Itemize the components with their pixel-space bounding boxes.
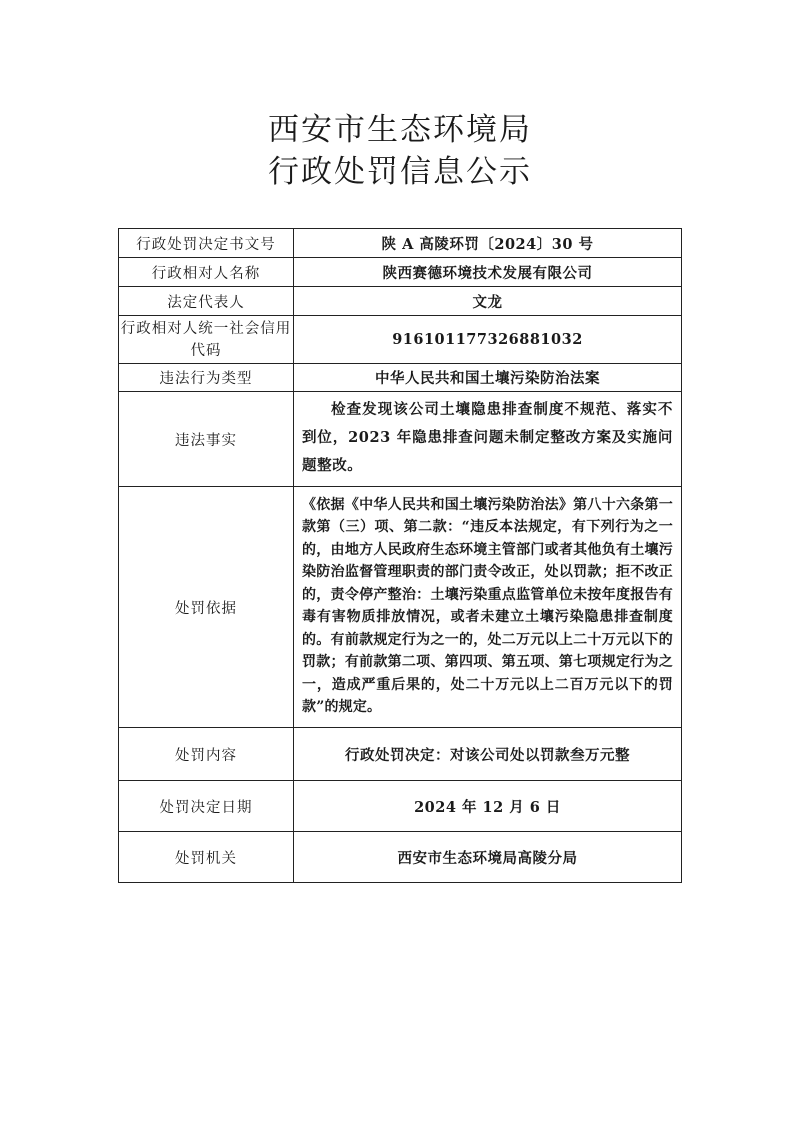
row-value-penalty-basis: 《依据《中华人民共和国土壤污染防治法》第八十六条第一款第（三）项、第二款：“违反本法规定，有下列行为之一的，由地方人民政府生态环境主管部门或者其他负有土壤污染防治监督管理职责的部门责令改正，处以罚款；拒不改正的，责令停产整治：土壤污染重点监管单位未按年度报告有毒有害物质排放情况，或者未建立土壤污染隐患排查制度的。有前款规定行为之一的，处二万元以上二十万元以下的罚款；有前款第二项、第四项、第五项、第七项规定行为之一，造成严重后果的，处二十万元以上二百万元以下的罚款”的规定。	[294, 487, 682, 728]
table-row	[119, 832, 682, 883]
row-value-violation-facts: 检查发现该公司土壤隐患排查制度不规范、落实不到位，2023 年隐患排查问题未制定整改方案及实施问题整改。	[294, 392, 682, 487]
table-row	[119, 781, 682, 832]
table-row	[119, 287, 682, 316]
row-value-decision-date: 2024 年 12 月 6 日	[294, 781, 682, 832]
table-row	[119, 392, 682, 487]
table-row	[119, 258, 682, 287]
row-value-credit-code: 916101177326881032	[294, 316, 682, 364]
table-row	[119, 316, 682, 364]
row-label-violation-type: 违法行为类型	[119, 364, 294, 392]
row-value-legal-rep: 文龙	[294, 287, 682, 316]
row-label-decision-number: 行政处罚决定书文号	[119, 229, 294, 258]
row-value-party-name: 陕西赛德环境技术发展有限公司	[294, 258, 682, 287]
table-row	[119, 364, 682, 392]
row-label-penalty-content: 处罚内容	[119, 728, 294, 781]
row-value-violation-type: 中华人民共和国土壤污染防治法案	[294, 364, 682, 392]
row-label-legal-rep: 法定代表人	[119, 287, 294, 316]
row-label-credit-code: 行政相对人统一社会信用代码	[119, 316, 294, 364]
row-label-penalty-basis: 处罚依据	[119, 487, 294, 728]
table-row	[119, 728, 682, 781]
penalty-info-table	[118, 228, 682, 883]
row-value-decision-number: 陕 A 高陵环罚〔2024〕30 号	[294, 229, 682, 258]
table-row	[119, 487, 682, 728]
page-subtitle: 行政处罚信息公示	[268, 154, 532, 190]
row-label-authority: 处罚机关	[119, 832, 294, 883]
table-row	[119, 229, 682, 258]
row-value-penalty-content: 行政处罚决定：对该公司处以罚款叁万元整	[294, 728, 682, 781]
row-value-authority: 西安市生态环境局高陵分局	[294, 832, 682, 883]
row-label-decision-date: 处罚决定日期	[119, 781, 294, 832]
row-label-party-name: 行政相对人名称	[119, 258, 294, 287]
page-title: 西安市生态环境局	[268, 112, 532, 148]
row-label-violation-facts: 违法事实	[119, 392, 294, 487]
